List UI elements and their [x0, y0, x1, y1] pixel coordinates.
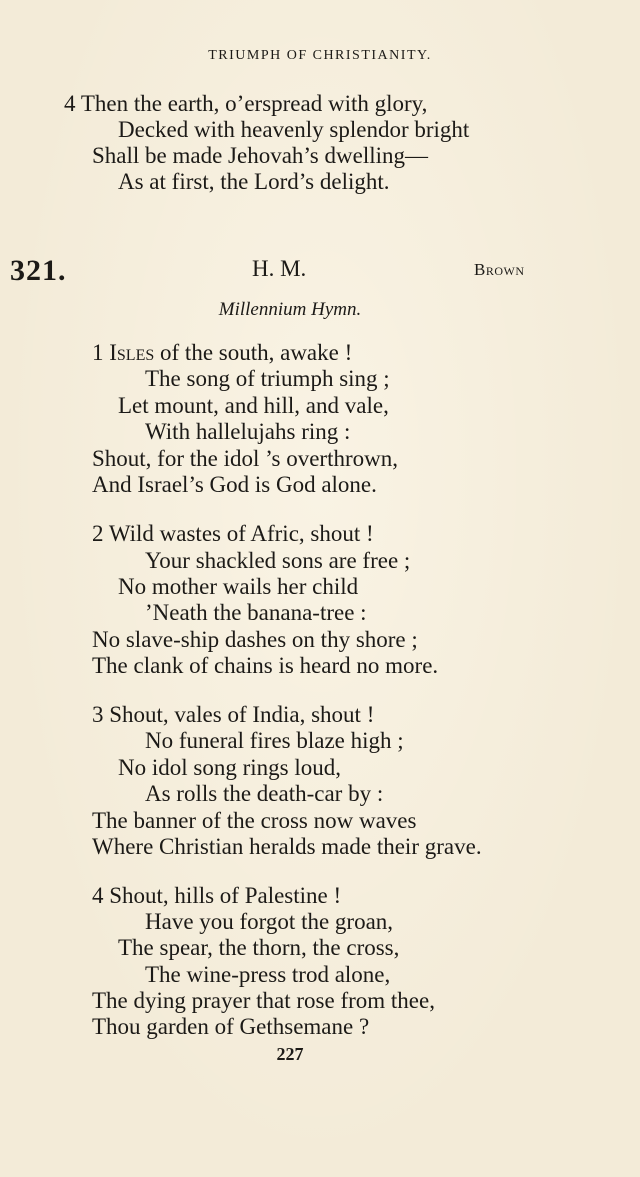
stanza-3-line-3: No idol song rings loud, — [118, 755, 341, 780]
stanza-2-line-3: No mother wails her child — [118, 574, 359, 599]
stanza-4-line-4: The wine-press trod alone, — [145, 962, 391, 987]
stanza-1-number: 1 — [92, 340, 104, 365]
stanza-1-line-2: The song of triumph sing ; — [145, 366, 390, 391]
stanza-3-line-2: No funeral fires blaze high ; — [145, 728, 404, 753]
running-head: TRIUMPH OF CHRISTIANITY. — [208, 48, 432, 63]
stanza-1-line-6: And Israel’s God is God alone. — [92, 472, 377, 497]
hymn-meter: H. M. — [252, 256, 307, 281]
stanza-2-line-6: The clank of chains is heard no more. — [92, 653, 439, 678]
stanza-2-number: 2 — [92, 521, 104, 546]
stanza-1-line-3: Let mount, and hill, and vale, — [118, 393, 389, 418]
stanza-3-line-5: The banner of the cross now waves — [92, 808, 417, 833]
stanza-3-line-4: As rolls the death-car by : — [145, 781, 384, 806]
stanza-2-line-2: Your shackled sons are free ; — [145, 548, 411, 573]
prev-stanza-line-1: 4 Then the earth, o’erspread with glory, — [64, 91, 428, 116]
prev-stanza-line-3: Shall be made Jehovah’s dwelling— — [92, 143, 428, 168]
prev-stanza-line-4: As at first, the Lord’s delight. — [118, 169, 390, 194]
stanza-4-line-3: The spear, the thorn, the cross, — [118, 935, 400, 960]
stanza-1-line-4: With hallelujahs ring : — [145, 419, 351, 444]
page-number: 227 — [276, 1044, 304, 1064]
stanza-4-line-5: The dying prayer that rose from thee, — [92, 988, 435, 1013]
hymn-title: Millennium Hymn. — [218, 299, 362, 320]
stanza-4-line-1: 4 Shout, hills of Palestine ! — [92, 883, 342, 908]
stanza-4-number: 4 — [92, 883, 104, 908]
prev-stanza-line-2: Decked with heavenly splendor bright — [118, 117, 470, 142]
stanza-2-line-1: 2 Wild wastes of Afric, shout ! — [92, 521, 374, 546]
stanza-3-line-1: 3 Shout, vales of India, shout ! — [92, 702, 375, 727]
stanza-4-line-2: Have you forgot the groan, — [145, 909, 394, 934]
stanza-2-line-4: ’Neath the banana-tree : — [145, 600, 367, 625]
stanza-2-line-5: No slave-ship dashes on thy shore ; — [92, 627, 418, 652]
prev-stanza-number: 4 — [64, 91, 76, 116]
stanza-3-number: 3 — [92, 702, 104, 727]
hymn-tune: Brown — [474, 260, 525, 279]
hymn-number: 321. — [10, 254, 67, 287]
stanza-1-line-1: 1 Isles of the south, awake ! — [92, 340, 353, 365]
stanza-4-line-6: Thou garden of Gethsemane ? — [92, 1014, 370, 1039]
stanza-3-line-6: Where Christian heralds made their grave. — [92, 834, 482, 859]
stanza-1-line-5: Shout, for the idol ’s overthrown, — [92, 446, 398, 471]
